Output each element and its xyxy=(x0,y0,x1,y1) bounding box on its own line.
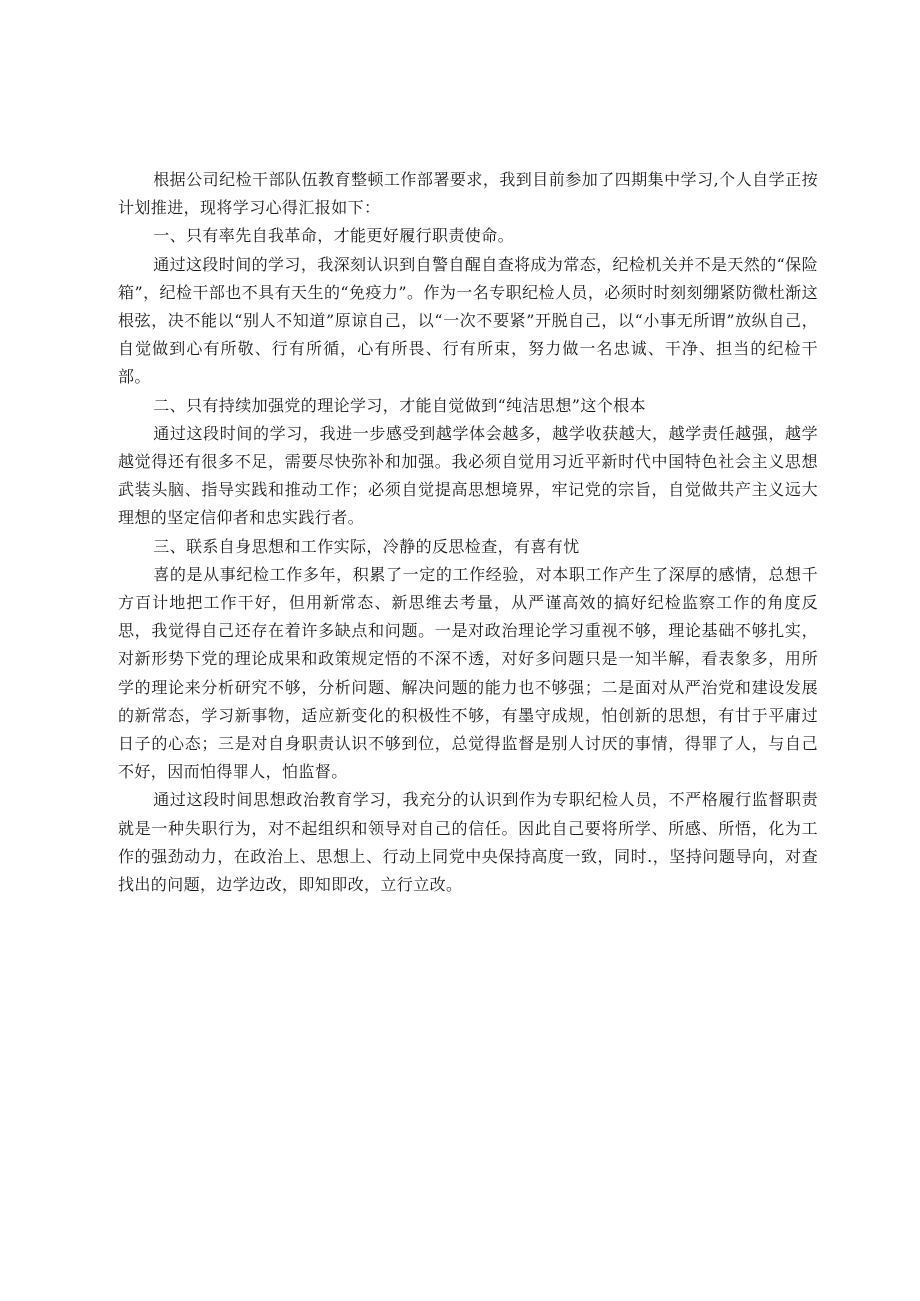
section-heading-1: 一、只有率先自我革命，才能更好履行职责使命。 xyxy=(153,226,514,246)
section-heading-3: 三、联系自身思想和工作实际，冷静的反思检查，有喜有忧 xyxy=(153,536,580,556)
section-1-paragraph: 通过这段时间的学习，我深刻认识到自警自醒自查将成为常态，纪检机关并不是天然的“保险箱”，纪检干部也不具有天生的“免疫力”。作为一名专职纪检人员，必须时时刻刻绷紧防微杜渐这根弦，决不能以“别人不知道”原谅自己，以“一次不要紧”开脱自己，以“小事无所谓”放纵自己，自觉做到心有所敬、行有所循，心有所畏、行有所束，努力做一名忠诚、干净、担当的纪检干部。 xyxy=(118,254,818,387)
conclusion-paragraph: 通过这段时间思想政治教育学习，我充分的认识到作为专职纪检人员，不严格履行监督职责就是一种失职行为，对不起组织和领导对自己的信任。因此自己要将所学、所感、所悟，化为工作的强劲动力，在政治上、思想上、行动上同党中央保持高度一致，同时.，坚持问题导向，对查找出的问题，边学边改，即知即改，立行立改。 xyxy=(118,790,818,895)
section-2-paragraph: 通过这段时间的学习，我进一步感受到越学体会越多，越学收获越大，越学责任越强，越学越觉得还有很多不足，需要尽快弥补和加强。我必须自觉用习近平新时代中国特色社会主义思想武装头脑、指导实践和推动工作；必须自觉提高思想境界，牢记党的宗旨，自觉做共产主义远大理想的坚定信仰者和忠实践行者。 xyxy=(118,423,818,528)
section-heading-2: 二、只有持续加强党的理论学习，才能自觉做到“纯洁思想”这个根本 xyxy=(153,395,646,415)
document-body xyxy=(118,166,818,899)
section-3-paragraph: 喜的是从事纪检工作多年，积累了一定的工作经验，对本职工作产生了深厚的感情，总想千方百计地把工作干好，但用新常态、新思维去考量，从严谨高效的搞好纪检监察工作的角度反思，我觉得自己还存在着许多缺点和问题。一是对政治理论学习重视不够，理论基础不够扎实，对新形势下党的理论成果和政策规定悟的不深不透，对好多问题只是一知半解，看表象多，用所学的理论来分析研究不够，分析问题、解决问题的能力也不够强；二是面对从严治党和建设发展的新常态，学习新事物，适应新变化的积极性不够，有墨守成规，怕创新的思想，有甘于平庸过日子的心态；三是对自身职责认识不够到位，总觉得监督是别人讨厌的事情，得罪了人，与自己不好，因而怕得罪人，怕监督。 xyxy=(118,564,818,782)
intro-paragraph: 根据公司纪检干部队伍教育整顿工作部署要求，我到目前参加了四期集中学习,个人自学正按计划推进，现将学习心得汇报如下： xyxy=(118,170,818,218)
